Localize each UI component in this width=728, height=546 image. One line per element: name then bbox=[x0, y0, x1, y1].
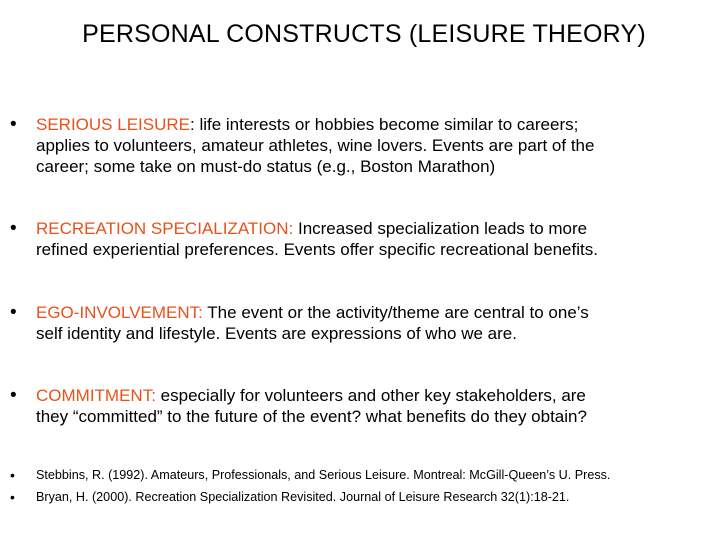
bullet-text bbox=[36, 218, 726, 260]
bullet-text bbox=[36, 302, 726, 344]
bullet-line: they “committed” to the future of the event? what benefits do they obtain? bbox=[36, 407, 587, 426]
bullet-text bbox=[36, 385, 726, 427]
reference-text: Stebbins, R. (1992). Amateurs, Professionals, and Serious Leisure. Montreal: McGill-Queen’s U. Press. bbox=[36, 468, 611, 482]
bullet-text bbox=[36, 114, 726, 177]
bullet-line: The event or the activity/theme are central to one’s bbox=[207, 303, 589, 322]
bullet-dot-icon: • bbox=[10, 385, 17, 406]
bullet-line: Increased specialization leads to more bbox=[297, 219, 588, 238]
bullet-line: refined experiential preferences. Events offer specific recreational benefits. bbox=[36, 240, 598, 259]
bullet-dot-icon: • bbox=[10, 467, 15, 483]
bullet-term: COMMITMENT: bbox=[36, 386, 161, 405]
bullet-line: : life interests or hobbies become similar to careers; bbox=[190, 115, 579, 134]
reference-text: Bryan, H. (2000). Recreation Specialization Revisited. Journal of Leisure Research 32(1):18-21. bbox=[36, 490, 570, 504]
bullet-dot-icon: • bbox=[10, 489, 15, 505]
bullet-term: EGO-INVOLVEMENT: bbox=[36, 303, 208, 322]
bullet-term: SERIOUS LEISURE bbox=[36, 115, 190, 134]
bullet-line: self identity and lifestyle. Events are expressions of who we are. bbox=[36, 324, 517, 343]
bullet-dot-icon: • bbox=[10, 218, 17, 239]
bullet-dot-icon: • bbox=[10, 302, 17, 323]
bullet-line: career; some take on must-do status (e.g., Boston Marathon) bbox=[36, 157, 496, 176]
slide-title: PERSONAL CONSTRUCTS (LEISURE THEORY) bbox=[82, 20, 646, 48]
bullet-line: especially for volunteers and other key stakeholders, are bbox=[160, 386, 586, 405]
bullet-dot-icon: • bbox=[10, 114, 17, 135]
bullet-term: RECREATION SPECIALIZATION: bbox=[36, 219, 298, 238]
bullet-line: applies to volunteers, amateur athletes, wine lovers. Events are part of the bbox=[36, 136, 595, 155]
